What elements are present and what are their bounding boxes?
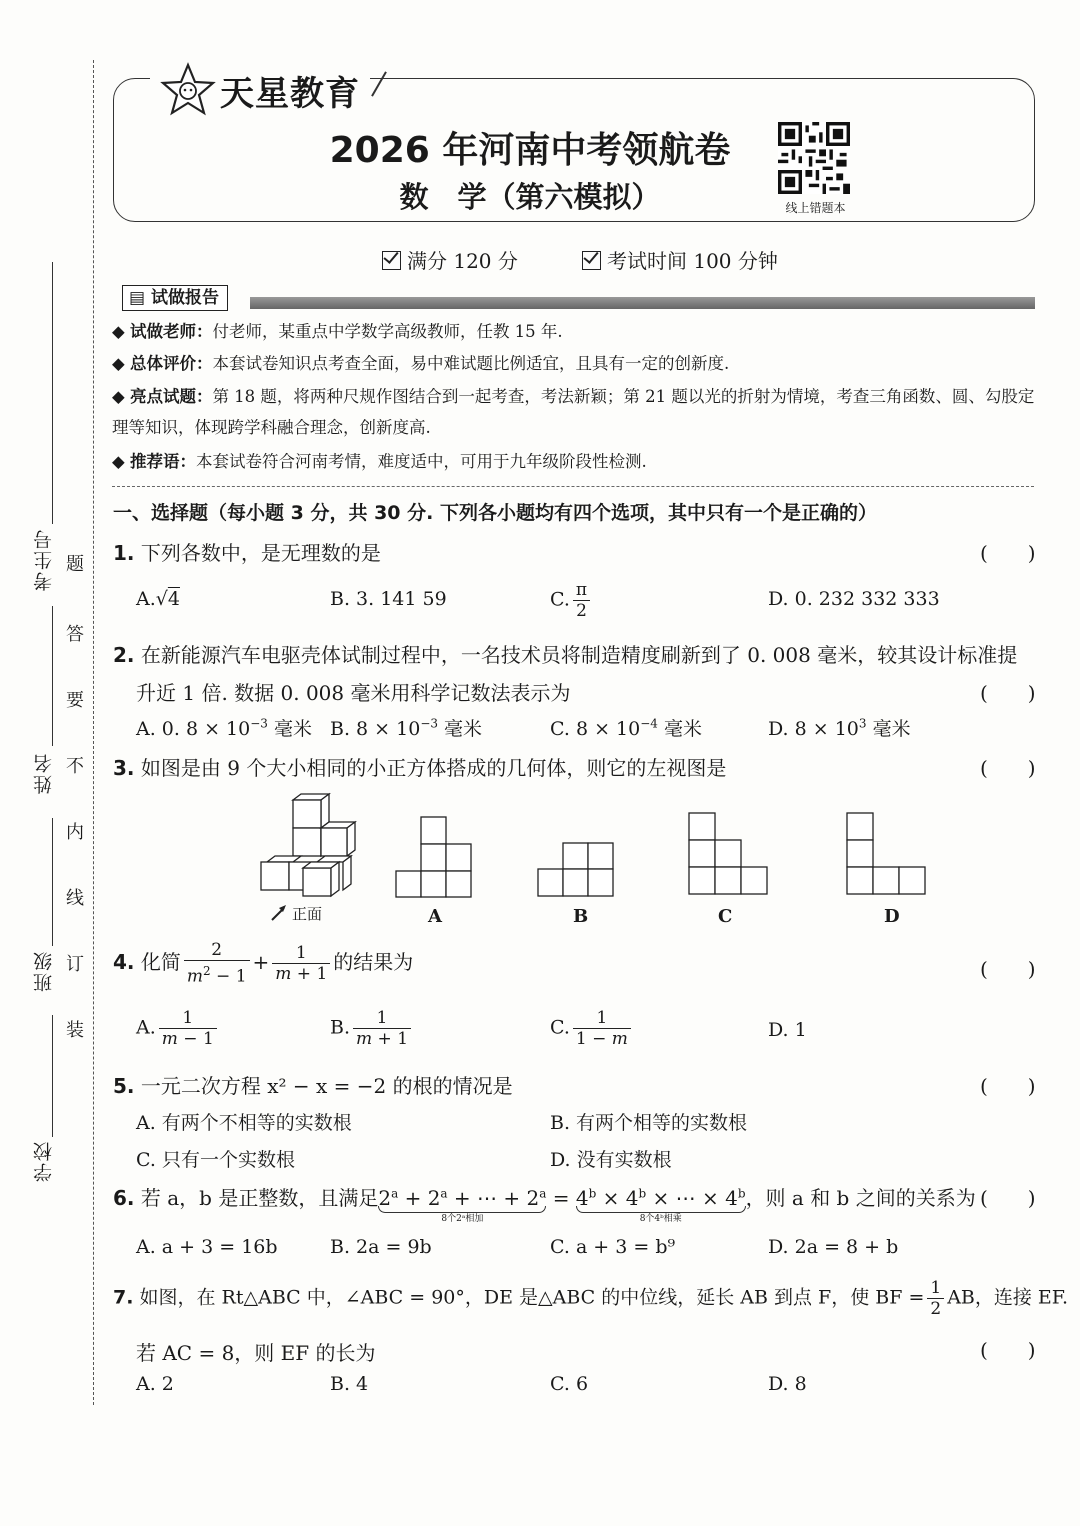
option-b[interactable] bbox=[330, 714, 482, 741]
question-6: 6. 若 a，b 是正整数，且满足$2^a + 2^a$ + ⋯ + $2^a$ 8个2ᵃ相加 = $4^b \times 4^b$ × ⋯ × $4^b$ 8个4ᵇ相乘 ，则 a 和 b 之间的关系为 bbox=[113, 1186, 976, 1224]
option-label: C. bbox=[550, 1016, 570, 1039]
question-2 bbox=[113, 639, 1017, 668]
question-4: 4. 化简 $\frac{2}{m^2 - 1}$ + $\frac{1}{m + 1}$ 的结果为 bbox=[113, 940, 414, 987]
option-d[interactable]: D. 1 bbox=[768, 1019, 807, 1041]
product-expression: $4^b \times 4^b$ × ⋯ × $4^b$ 8个4ᵇ相乘 bbox=[575, 1186, 746, 1224]
question-2-line2: 升近 1 倍. 数据 0. 008 毫米用科学记数法表示为 bbox=[136, 681, 571, 705]
school-blank bbox=[52, 1015, 53, 1137]
question-text: 下列各数中，是无理数的是 bbox=[140, 541, 381, 565]
report-recommend: ◆ 推荐语：本套试卷符合河南考情，难度适中，可用于九年级阶段性检测. bbox=[112, 452, 647, 471]
report-overall: ◆ 总体评价：本套试卷知识点考查全面，易中难试题比例适宜，且具有一定的创新度. bbox=[112, 354, 730, 373]
exponent: −3 bbox=[250, 716, 268, 731]
question-number: 7. bbox=[113, 1286, 134, 1309]
option-c[interactable] bbox=[550, 580, 593, 621]
sum-expression: $2^a + 2^a$ + ⋯ + $2^a$ 8个2ᵃ相加 bbox=[378, 1186, 547, 1224]
option-label: A. 0. 8 × 10 bbox=[136, 718, 251, 740]
brace-note: 8个4ᵇ相乘 bbox=[639, 1214, 682, 1224]
option-b[interactable]: B. 4 bbox=[330, 1373, 369, 1395]
option-b[interactable] bbox=[330, 1008, 414, 1049]
answer-paren[interactable]: ( ) bbox=[980, 681, 1036, 705]
teacher-text: 付老师，某重点中学数学高级教师，任教 15 年. bbox=[212, 322, 563, 341]
option-d[interactable]: D. 8 bbox=[768, 1373, 807, 1395]
option-label: A. bbox=[136, 1016, 156, 1039]
recommend-label: 推荐语： bbox=[129, 452, 196, 471]
warning-char: 不 bbox=[66, 756, 84, 777]
question-7-line2: 若 AC = 8，则 EF 的长为 bbox=[136, 1341, 376, 1365]
fraction: $\frac{1}{2}$ bbox=[927, 1278, 944, 1319]
name-blank bbox=[52, 606, 53, 746]
option-label: C. 8 × 10 bbox=[550, 718, 641, 740]
name-label: 姓名 bbox=[33, 752, 55, 794]
brand-name: 天星教育 bbox=[220, 73, 360, 114]
front-label: 正面 bbox=[292, 905, 323, 923]
view-b-label: B bbox=[573, 906, 589, 927]
option-d[interactable]: D. 2a = 8 + b bbox=[768, 1236, 899, 1258]
view-c[interactable] bbox=[688, 812, 770, 898]
binding-dashed-line bbox=[93, 60, 94, 1405]
fraction: $\frac{1}{m + 1}$ bbox=[353, 1008, 411, 1049]
answer-paren[interactable]: ( ) bbox=[980, 756, 1036, 780]
question-3 bbox=[113, 752, 726, 781]
report-tag-text: 试做报告 bbox=[150, 288, 219, 308]
answer-paren[interactable]: ( ) bbox=[980, 1338, 1036, 1362]
checkbox-icon bbox=[582, 251, 601, 270]
student-id-label: 考生号 bbox=[33, 528, 55, 591]
question-number: 3. bbox=[113, 756, 135, 780]
checkbox-icon bbox=[382, 251, 401, 270]
question-7 bbox=[113, 1278, 1068, 1319]
pi-over-2: $\frac{\pi}{2}$ bbox=[573, 580, 590, 621]
question-number: 1. bbox=[113, 541, 135, 565]
unit: 毫米 bbox=[657, 718, 702, 740]
fraction: $\frac{1}{m + 1}$ bbox=[272, 943, 330, 984]
exam-title: 2026 年河南中考领航卷 bbox=[329, 130, 731, 171]
view-a[interactable] bbox=[395, 816, 475, 898]
option-label: B. bbox=[330, 1016, 351, 1039]
section-heading: 一、选择题（每小题 3 分，共 30 分. 下列各小题均有四个选项，其中只有一个是正确的） bbox=[113, 502, 877, 524]
unit: 毫米 bbox=[866, 718, 911, 740]
option-a[interactable]: A. 2 bbox=[136, 1373, 174, 1395]
option-b[interactable]: B. 有两个相等的实数根 bbox=[550, 1112, 748, 1134]
front-arrow-icon bbox=[270, 902, 290, 922]
question-text: ，则 a 和 b 之间的关系为 bbox=[745, 1186, 976, 1210]
report-highlight: ◆ 亮点试题：第 18 题，将两种尺规作图结合到一起考查，考法新颖；第 21 题以光的折射为情境，考查三角函数、圆、勾股定理等知识，体现跨学科融合理念，创新度高. bbox=[112, 387, 1035, 437]
view-d[interactable] bbox=[846, 812, 928, 898]
fraction: $\frac{2}{m^2 - 1}$ bbox=[184, 940, 250, 987]
question-text: 在新能源汽车电驱壳体试制过程中，一名技术员将制造精度刷新到了 0. 008 毫米，较其设计标准提 bbox=[140, 643, 1018, 667]
full-score-text: 满分 120 分 bbox=[407, 249, 518, 273]
question-text: AB，连接 EF. bbox=[947, 1286, 1069, 1309]
option-c[interactable]: C. 6 bbox=[550, 1373, 589, 1395]
option-label: B. 8 × 10 bbox=[330, 718, 421, 740]
option-label: A. bbox=[136, 588, 156, 610]
overall-text: 本套试卷知识点考查全面，易中难试题比例适宜，且具有一定的创新度. bbox=[212, 354, 730, 373]
exam-time bbox=[582, 245, 778, 274]
option-c[interactable] bbox=[550, 714, 702, 741]
option-a[interactable]: A. 有两个不相等的实数根 bbox=[136, 1112, 352, 1134]
question-text: 如图，在 Rt△ABC 中，∠ABC = 90°，DE 是△ABC 的中位线，延长 AB 到点 F，使 BF = bbox=[139, 1286, 925, 1309]
answer-paren[interactable]: ( ) bbox=[980, 1074, 1036, 1098]
full-score bbox=[382, 245, 518, 274]
option-a[interactable] bbox=[136, 714, 312, 741]
brace-note: 8个2ᵃ相加 bbox=[441, 1214, 484, 1224]
highlight-label: 亮点试题： bbox=[129, 387, 213, 406]
view-a-label: A bbox=[428, 906, 442, 927]
warning-char: 内 bbox=[66, 822, 84, 843]
option-d[interactable] bbox=[768, 714, 911, 741]
answer-paren[interactable]: ( ) bbox=[980, 541, 1036, 565]
report-tag: ▤ 试做报告 bbox=[122, 285, 228, 311]
highlight-text: 第 18 题，将两种尺规作图结合到一起考查，考法新颖；第 21 题以光的折射为情境，考查三角函数、圆、勾股定理等知识，体现跨学科融合理念，创新度高. bbox=[112, 387, 1035, 437]
report-teacher: ◆ 试做老师：付老师，某重点中学数学高级教师，任教 15 年. bbox=[112, 322, 563, 341]
view-c-label: C bbox=[718, 906, 733, 927]
view-b[interactable] bbox=[537, 842, 617, 898]
exponent: −4 bbox=[640, 716, 658, 731]
option-label: D. 8 × 10 bbox=[768, 718, 859, 740]
warning-char: 题 bbox=[66, 554, 84, 575]
option-c[interactable]: C. 只有一个实数根 bbox=[136, 1149, 295, 1171]
warning-char: 线 bbox=[66, 888, 84, 909]
unit: 毫米 bbox=[267, 718, 312, 740]
question-text: 的结果为 bbox=[333, 949, 414, 974]
answer-paren[interactable]: ( ) bbox=[980, 957, 1036, 981]
teacher-label: 试做老师： bbox=[129, 322, 213, 341]
fraction: $\frac{1}{1 - m}$ bbox=[573, 1008, 631, 1049]
question-5 bbox=[113, 1070, 513, 1099]
star-logo-icon bbox=[160, 62, 216, 118]
brand-logo bbox=[150, 62, 370, 118]
report-bar bbox=[250, 297, 1035, 309]
question-text: 如图是由 9 个大小相同的小正方体搭成的几何体，则它的左视图是 bbox=[140, 756, 727, 780]
warning-char: 答 bbox=[66, 624, 84, 645]
qr-caption: 线上错题本 bbox=[785, 201, 846, 215]
option-d[interactable]: D. 0. 232 332 333 bbox=[768, 588, 940, 610]
warning-char: 要 bbox=[66, 690, 84, 711]
question-number: 4. bbox=[113, 949, 135, 974]
student-id-blank bbox=[52, 262, 53, 524]
option-label: C. bbox=[550, 588, 570, 611]
option-a[interactable]: A.√4 bbox=[136, 588, 180, 610]
fraction: $\frac{1}{m - 1}$ bbox=[159, 1008, 217, 1049]
overall-label: 总体评价： bbox=[129, 354, 213, 373]
section-separator bbox=[112, 486, 1034, 487]
exponent: −3 bbox=[420, 716, 439, 731]
question-text: 若 a，b 是正整数，且满足 bbox=[140, 1186, 379, 1210]
exam-time-text: 考试时间 100 分钟 bbox=[607, 249, 778, 273]
warning-char: 装 bbox=[66, 1020, 84, 1041]
option-c[interactable]: C. a + 3 = b⁹ bbox=[550, 1236, 676, 1258]
option-d[interactable]: D. 没有实数根 bbox=[550, 1149, 672, 1171]
qr-code-icon[interactable] bbox=[778, 122, 850, 194]
question-text: 化简 bbox=[140, 949, 181, 974]
question-1 bbox=[113, 537, 381, 566]
view-d-label: D bbox=[884, 906, 900, 927]
class-label: 班级 bbox=[33, 950, 55, 992]
school-label: 学校 bbox=[33, 1140, 55, 1182]
answer-paren[interactable]: ( ) bbox=[980, 1186, 1036, 1210]
unit: 毫米 bbox=[438, 718, 483, 740]
option-a[interactable]: A. a + 3 = 16b bbox=[136, 1236, 278, 1258]
exam-subtitle: 数 学（第六模拟） bbox=[399, 180, 661, 214]
class-blank bbox=[52, 818, 53, 946]
exponent: 3 bbox=[858, 716, 867, 731]
option-b[interactable]: B. 2a = 9b bbox=[330, 1236, 432, 1258]
cube-figure bbox=[255, 790, 365, 898]
question-number: 2. bbox=[113, 643, 135, 667]
question-number: 6. bbox=[113, 1186, 135, 1210]
option-c[interactable] bbox=[550, 1008, 634, 1049]
option-b[interactable]: B. 3. 141 59 bbox=[330, 588, 447, 610]
question-text: 一元二次方程 x² − x = −2 的根的情况是 bbox=[140, 1074, 513, 1098]
recommend-text: 本套试卷符合河南考情，难度适中，可用于九年级阶段性检测. bbox=[195, 452, 647, 471]
warning-char: 订 bbox=[66, 954, 84, 975]
question-number: 5. bbox=[113, 1074, 135, 1098]
option-a[interactable] bbox=[136, 1008, 220, 1049]
